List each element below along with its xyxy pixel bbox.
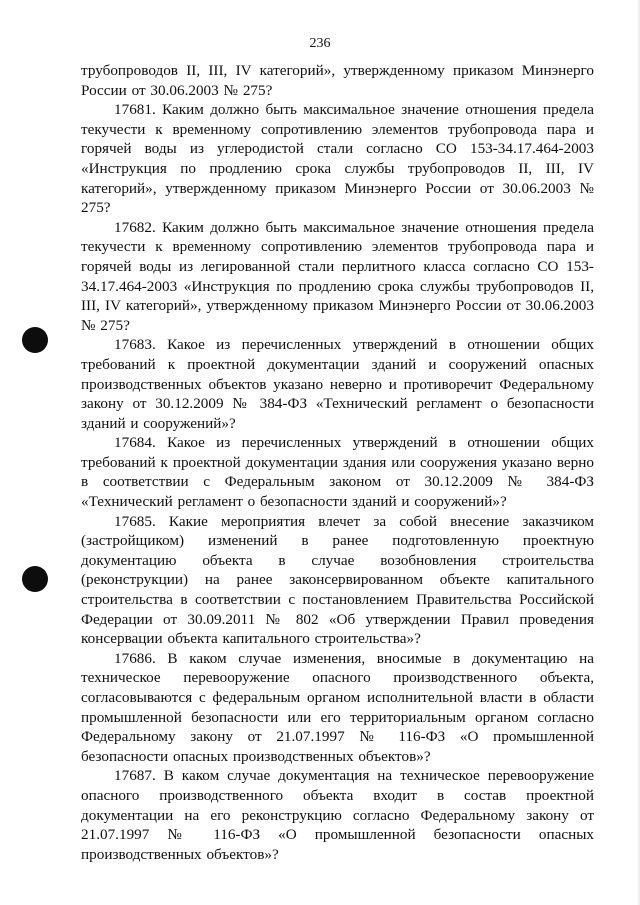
question-17687: 17687. В каком случае документация на техническое перевооружение опасного производственного объекта входит в состав проектной документации на его реконструкцию согласно Федеральному закону от 21.07.1997 № 116-ФЗ «О промышленной безопасности опасных производственных объектов»?: [81, 767, 594, 863]
punch-hole-upper: [22, 327, 48, 353]
paragraph-continuation: трубопроводов II, III, IV категорий», утвержденному приказом Минэнерго России от 30.06.2003 № 275?: [81, 62, 594, 99]
question-17684: 17684. Какое из перечисленных утверждений в отношении общих требований к проектной документации здания или сооружения указано верно в соответствии с Федеральным законом от 30.12.2009 № 384-ФЗ «Технический регламент о безопасности зданий и сооружений»?: [81, 434, 594, 511]
question-17681: 17681. Каким должно быть максимальное значение отношения предела текучести к временному сопротивлению элементов трубопровода пара и горячей воды из углеродистой стали согласно СО 153-34.17.464-2003 «Инструкция по продлению срока службы трубопроводов II, III, IV категорий», утвержденному приказом Минэнерго России от 30.06.2003 № 275?: [81, 101, 594, 217]
document-body: [81, 61, 594, 864]
punch-hole-lower: [22, 566, 48, 592]
question-17683: 17683. Какое из перечисленных утверждений в отношении общих требований к проектной документации зданий и сооружений опасных производственных объектов указано неверно и противоречит Федеральному закону от 30.12.2009 № 384-ФЗ «Технический регламент о безопасности зданий и сооружений»?: [81, 336, 594, 432]
page-number: 236: [309, 36, 331, 51]
question-17685: 17685. Какие мероприятия влечет за собой внесение заказчиком (застройщиком) изменений в ранее подготовленную проектную документацию объекта в случае возобновления строительства (реконструкции) на ранее законсервированном объекте капитального строительства в соответствии с постановлением Правительства Российской Федерации от 30.09.2011 № 802 «Об утверждении Правил проведения консервации объекта капитального строительства»?: [81, 512, 594, 648]
question-17682: 17682. Каким должно быть максимальное значение отношения предела текучести к временному сопротивлению элементов трубопровода пара и горячей воды из легированной стали перлитного класса согласно СО 153-34.17.464-2003 «Инструкция по продлению срока службы трубопроводов II, III, IV категорий», утвержденному приказом Минэнерго России от 30.06.2003 № 275?: [81, 218, 594, 334]
question-17686: 17686. В каком случае изменения, вносимые в документацию на техническое перевооружение опасного производственного объекта, согласовываются с федеральным органом исполнительной власти в области промышленной безопасности или его территориальным органом согласно Федеральному закону от 21.07.1997 № 116-ФЗ «О промышленной безопасности опасных производственных объектов»?: [81, 649, 594, 765]
